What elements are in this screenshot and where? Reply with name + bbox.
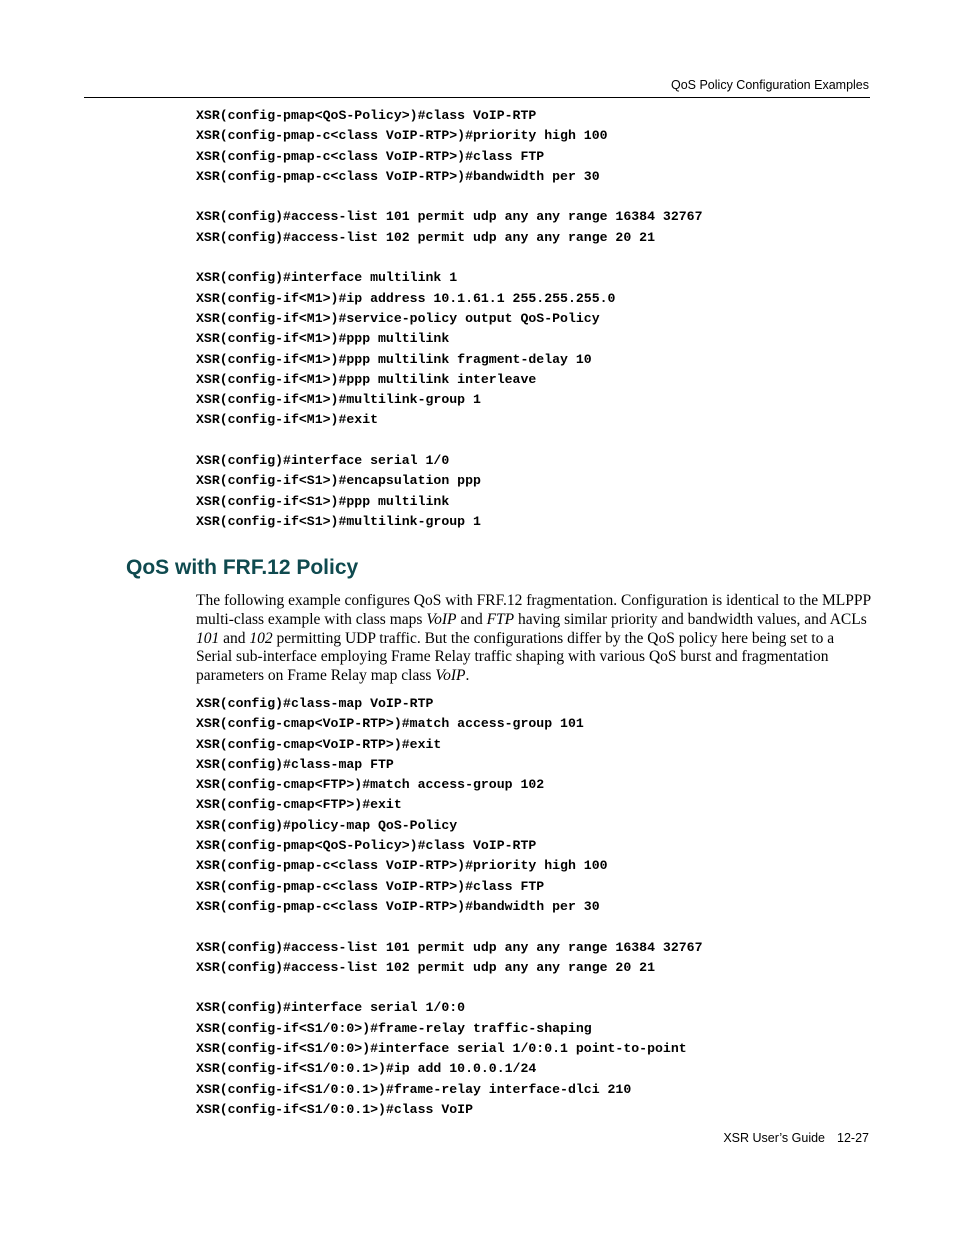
code-block-2 (196, 694, 702, 1120)
code-gap (196, 978, 702, 998)
code-line: XSR(config-pmap-c<class VoIP-RTP>)#class FTP (196, 878, 545, 894)
code-line: XSR(config)#access-list 101 permit udp any any range 16384 32767 (196, 209, 703, 225)
code-line: XSR(config-cmap<FTP>)#exit (196, 797, 402, 813)
code-line: XSR(config)#access-list 102 permit udp any any range 20 21 (196, 959, 655, 975)
code-line: XSR(config-if<M1>)#ppp multilink fragment-delay 10 (196, 351, 592, 367)
code-line: XSR(config-cmap<VoIP-RTP>)#exit (196, 736, 442, 752)
code-line: XSR(config-if<M1>)#exit (196, 412, 379, 428)
header-rule (84, 97, 870, 98)
code-line: XSR(config-if<S1/0:0.1>)#ip add 10.0.0.1/24 (196, 1061, 537, 1077)
code-line: XSR(config-cmap<FTP>)#match access-group 102 (196, 777, 545, 793)
footer-guide-title: XSR User’s Guide (723, 1131, 826, 1145)
footer-page-number: 12-27 (837, 1131, 869, 1145)
code-line: XSR(config-pmap-c<class VoIP-RTP>)#bandwidth per 30 (196, 898, 600, 914)
code-line: XSR(config-pmap-c<class VoIP-RTP>)#class FTP (196, 148, 545, 164)
code-line: XSR(config-if<M1>)#ppp multilink interleave (196, 371, 537, 387)
code-gap (196, 431, 702, 451)
code-line: XSR(config)#access-list 102 permit udp any any range 20 21 (196, 229, 655, 245)
code-line: XSR(config-if<S1/0:0>)#frame-relay traffic-shaping (196, 1020, 592, 1036)
code-line: XSR(config-if<M1>)#ip address 10.1.61.1 255.255.255.0 (196, 290, 616, 306)
code-line: XSR(config-if<S1/0:0>)#interface serial 1/0:0.1 point-to-point (196, 1041, 687, 1057)
section-heading: QoS with FRF.12 Policy (126, 556, 359, 579)
code-gap (196, 917, 702, 937)
code-block-1 (196, 106, 702, 532)
code-line: XSR(config-if<M1>)#ppp multilink (196, 331, 450, 347)
code-line: XSR(config-pmap-c<class VoIP-RTP>)#bandwidth per 30 (196, 168, 600, 184)
code-line: XSR(config-if<S1>)#multilink-group 1 (196, 513, 481, 529)
code-line: XSR(config)#interface serial 1/0:0 (196, 1000, 466, 1016)
page-footer (723, 1131, 869, 1145)
code-line: XSR(config)#class-map VoIP-RTP (196, 696, 434, 711)
code-line: XSR(config)#interface serial 1/0 (196, 453, 450, 469)
code-line: XSR(config-cmap<VoIP-RTP>)#match access-group 101 (196, 716, 584, 732)
code-line: XSR(config-if<M1>)#multilink-group 1 (196, 392, 481, 408)
code-line: XSR(config-if<S1>)#encapsulation ppp (196, 473, 481, 489)
code-line: XSR(config)#policy-map QoS-Policy (196, 817, 458, 833)
running-header: QoS Policy Configuration Examples (670, 78, 869, 92)
code-line: XSR(config)#interface multilink 1 (196, 270, 458, 286)
code-line: XSR(config-pmap<QoS-Policy>)#class VoIP-RTP (196, 108, 537, 123)
code-line: XSR(config-if<S1/0:0.1>)#frame-relay interface-dlci 210 (196, 1081, 632, 1097)
code-line: XSR(config-if<S1>)#ppp multilink (196, 493, 450, 509)
code-line: XSR(config-pmap-c<class VoIP-RTP>)#priority high 100 (196, 858, 608, 874)
code-line: XSR(config-if<M1>)#service-policy output QoS-Policy (196, 310, 600, 326)
code-line: XSR(config-pmap<QoS-Policy>)#class VoIP-RTP (196, 838, 537, 854)
code-line: XSR(config)#access-list 101 permit udp any any range 16384 32767 (196, 939, 703, 955)
code-gap (196, 187, 702, 207)
code-gap (196, 248, 702, 268)
section-paragraph: The following example configures QoS with FRF.12 fragmentation. Configuration is identical to the MLPPP multi-class example with class maps VoIP and FTP having similar priority and bandwidth values, and ACLs 101 and 102 permitting UDP traffic. But the configurations differ by the QoS policy here being set to a Serial sub-interface employing Frame Relay traffic shaping with various QoS burst and fragmentation parameters on Frame Relay map class VoIP. (196, 592, 871, 685)
code-line: XSR(config)#class-map FTP (196, 756, 394, 772)
code-line: XSR(config-if<S1/0:0.1>)#class VoIP (196, 1101, 473, 1117)
code-line: XSR(config-pmap-c<class VoIP-RTP>)#priority high 100 (196, 128, 608, 144)
